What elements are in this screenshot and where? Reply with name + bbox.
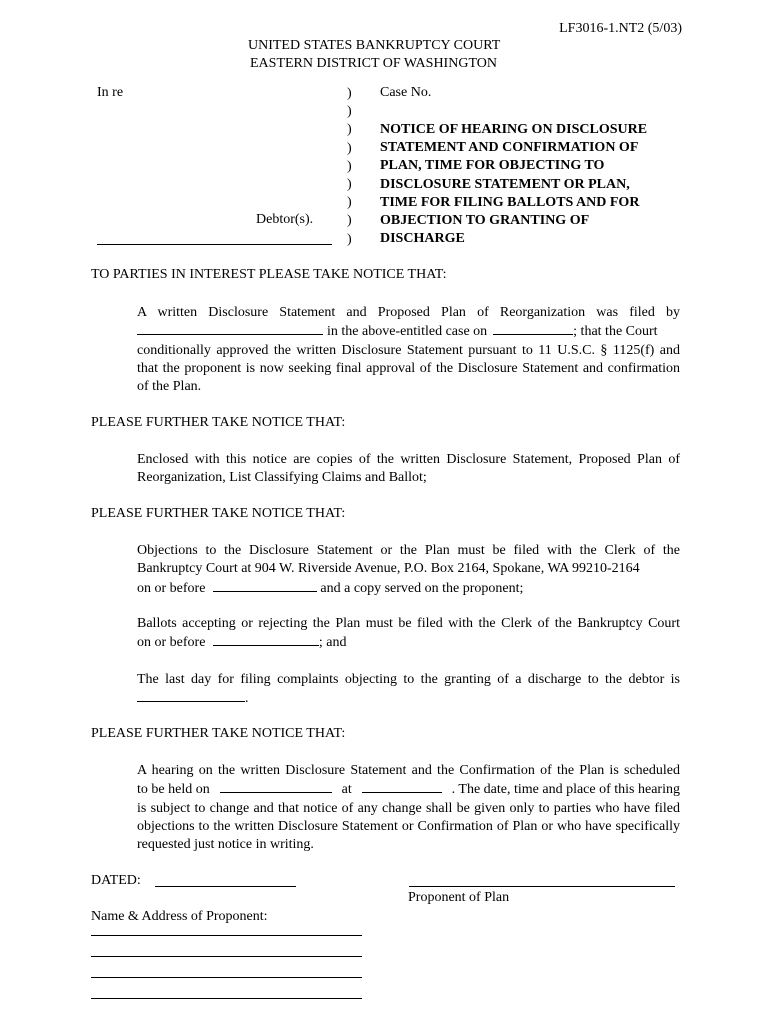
paragraph-objections: Objections to the Disclosure Statement or the Plan must be filed with the Clerk of the Bankruptcy Court at 904 W. Riverside Avenue, P.O. Box 2164, Spokane, WA 99210-2164 on or before and a copy served on the proponent; [137,543,680,596]
in-re-label: In re [97,85,124,100]
filing-date-blank[interactable] [493,322,573,335]
name-address-label: Name & Address of Proponent: [91,909,268,924]
paragraph-ballots: Ballots accepting or rejecting the Plan must be filed with the Clerk of the Bankruptcy Court on or before ; and [137,616,680,651]
hearing-time-blank[interactable] [362,780,442,793]
court-district: EASTERN DISTRICT OF WASHINGTON [250,56,497,71]
caption-parens: ) ) ) ) ) ) ) ) ) [347,86,352,247]
paragraph-enclosed: Enclosed with this notice are copies of the written Disclosure Statement, Proposed Plan of Reorganization, List Classifying Claims and Ballot; [137,452,680,486]
dated-label: DATED: [91,873,141,888]
dated-line[interactable] [155,886,296,887]
notice-title: NOTICE OF HEARING ON DISCLOSURE STATEMENT AND CONFIRMATION OF PLAN, TIME FOR OBJECTING TO DISCLOSURE STATEMENT OR PLAN, TIME FOR FILING BALLOTS AND FOR OBJECTION TO GRANTING OF DISCHARGE [380,122,648,247]
court-name: UNITED STATES BANKRUPTCY COURT [248,38,501,53]
heading-further-3: PLEASE FURTHER TAKE NOTICE THAT: [91,726,346,741]
debtors-label: Debtor(s). [256,212,314,227]
ballot-deadline-blank[interactable] [213,633,319,646]
address-line-1[interactable] [91,935,362,936]
proponent-signature-line[interactable] [409,886,675,887]
hearing-date-blank[interactable] [220,780,332,793]
heading-further-2: PLEASE FURTHER TAKE NOTICE THAT: [91,506,346,521]
objection-deadline-blank[interactable] [213,579,317,592]
heading-to-parties: TO PARTIES IN INTEREST PLEASE TAKE NOTICE THAT: [91,267,447,282]
paragraph-discharge: The last day for filing complaints objecting to the granting of a discharge to the debtor is . [137,672,680,707]
heading-further-1: PLEASE FURTHER TAKE NOTICE THAT: [91,415,346,430]
case-number-label: Case No. [380,85,432,100]
form-id: LF3016-1.NT2 (5/03) [559,21,682,36]
paragraph-hearing: A hearing on the written Disclosure Statement and the Confirmation of the Plan is scheduled to be held on at . The date, time and place of this hearing is subject to change and that notice of any change shall be given only to parties who have filed objections to the written Disclosure Statement or Confirmation of Plan or who have specifically requested just notice in writing. [137,763,680,853]
address-line-3[interactable] [91,977,362,978]
address-line-4[interactable] [91,998,362,999]
proponent-label: Proponent of Plan [408,890,510,905]
discharge-deadline-blank[interactable] [137,689,245,702]
debtor-name-line[interactable] [97,244,332,245]
address-line-2[interactable] [91,956,362,957]
filer-blank[interactable] [137,322,323,335]
paragraph-disclosure-filed: A written Disclosure Statement and Proposed Plan of Reorganization was filed by in the above-entitled case on ; that the Court conditionally approved the written Disclosure Statement pursuant to 11 U.S.C. § 1125(f) and that the proponent is now seeking final approval of the Disclosure Statement and confirmation of the Plan. [137,305,680,395]
